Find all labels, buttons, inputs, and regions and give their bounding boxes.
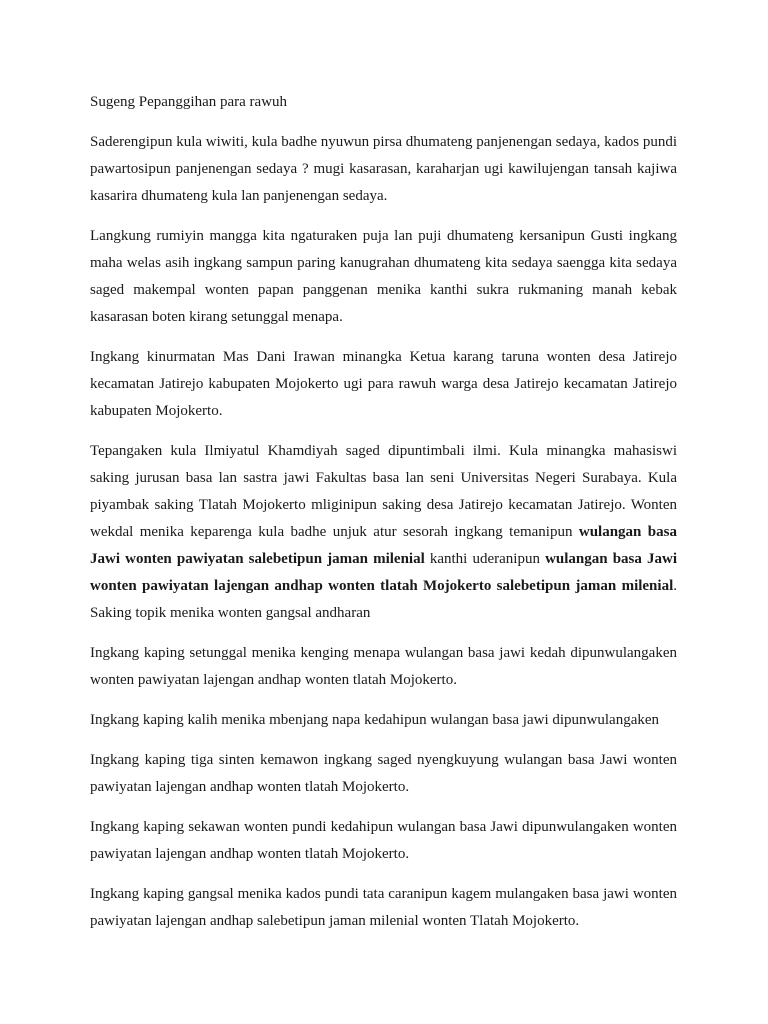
point-two: Ingkang kaping kalih menika mbenjang napa kedahipun wulangan basa jawi dipunwulangaken — [90, 712, 660, 728]
subtopic-title: wulangan basa Jawi wonten pawiyatan lajengan andhap wonten tlatah Mojokerto salebetipun jaman milenial — [90, 551, 677, 594]
intro-ending: . Saking topik menika wonten gangsal andharan — [90, 578, 677, 621]
paragraph-praise: Langkung rumiyin mangga kita ngaturaken puja lan puji dhumateng kersanipun Gusti ingkang maha welas asih ingkang sampun paring kanugrahan dhumateng kita sedaya saengga kita sedaya saged makempal wonten papan panggenan menika kanthi sukra rukmaning manah kebak kasarasan boten kirang setunggal menapa. — [90, 228, 677, 325]
point-one: Ingkang kaping setunggal menika kenging menapa wulangan basa jawi kedah dipunwulangaken wonten pawiyatan lajengan andhap wonten tlatah Mojokerto. — [90, 645, 677, 688]
topic-title: wulangan basa Jawi wonten pawiyatan salebetipun jaman milenial — [90, 524, 677, 567]
point-five: Ingkang kaping gangsal menika kados pundi tata caranipun kagem mulangaken basa jawi wonten pawiyatan lajengan andhap salebetipun jaman milenial wonten Tlatah Mojokerto. — [90, 886, 677, 929]
document-page — [90, 89, 677, 948]
paragraph-opening: Saderengipun kula wiwiti, kula badhe nyuwun pirsa dhumateng panjenengan sedaya, kados pundi pawartosipun panjenengan sedaya ? mugi kasarasan, karaharjan ugi kawilujengan tansah kajiwa kasarira dhumateng kula lan panjenengan sedaya. — [90, 134, 677, 204]
greeting-line: Sugeng Pepanggihan para rawuh — [90, 94, 288, 110]
point-four: Ingkang kaping sekawan wonten pundi kedahipun wulangan basa Jawi dipunwulangaken wonten pawiyatan lajengan andhap wonten tlatah Mojokerto. — [90, 819, 677, 862]
paragraph-honorifics: Ingkang kinurmatan Mas Dani Irawan minangka Ketua karang taruna wonten desa Jatirejo kecamatan Jatirejo kabupaten Mojokerto ugi para rawuh warga desa Jatirejo kecamatan Jatirejo kabupaten Mojokerto. — [90, 349, 677, 419]
point-three: Ingkang kaping tiga sinten kemawon ingkang saged nyengkuyung wulangan basa Jawi wonten pawiyatan lajengan andhap wonten tlatah Mojokerto. — [90, 752, 677, 795]
intro-text: Tepangaken kula Ilmiyatul Khamdiyah saged dipuntimbali ilmi. Kula minangka mahasiswi saking jurusan basa lan sastra jawi Fakultas basa lan seni Universitas Negeri Surabaya. Kula piyambak saking Tlatah Mojokerto mliginipun saking desa Jatirejo kecamatan Jatirejo. Wonten wekdal menika keparenga kula badhe unjuk atur sesorah ingkang temanipun — [90, 443, 677, 540]
intro-connector: kanthi uderanipun — [424, 551, 546, 567]
paragraph-introduction — [90, 438, 677, 627]
